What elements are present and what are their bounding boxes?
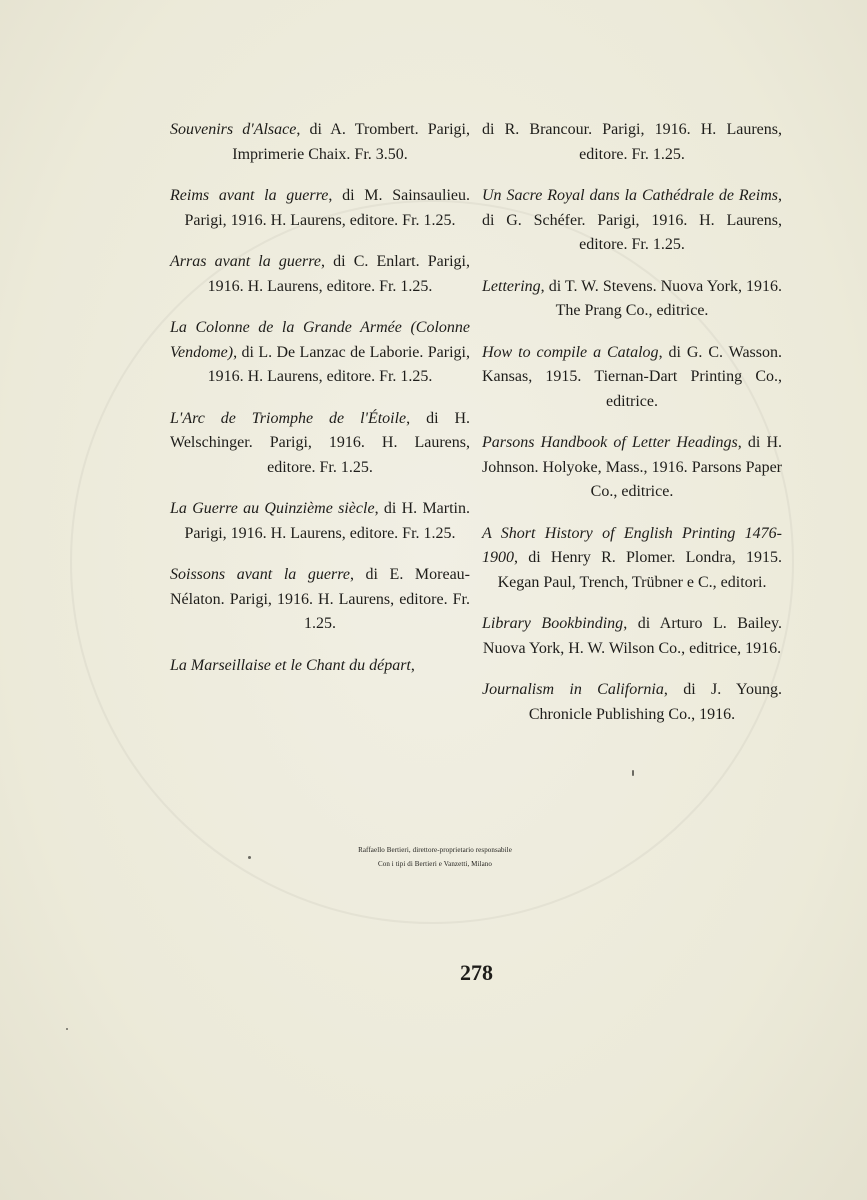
bibliography-entry xyxy=(482,184,782,258)
imprint-publisher-line: Raffaello Bertieri, direttore-proprietario responsabile xyxy=(358,846,512,854)
entry-title: Souvenirs d'Alsace xyxy=(170,121,297,138)
entry-details: , di M. Sainsaulieu. Parigi, 1916. H. Laurens, editore. Fr. 1.25. xyxy=(184,187,470,229)
entry-details: , di Henry R. Plomer. Londra, 1915. Kegan Paul, Trench, Trübner e C., editori. xyxy=(497,549,782,591)
entry-title: Soissons avant la guerre xyxy=(170,566,350,583)
bibliography-entry xyxy=(482,612,782,661)
entry-details: , di H. Martin. Parigi, 1916. H. Laurens, editore. Fr. 1.25. xyxy=(184,500,470,542)
entry-details: , di J. Young. Chronicle Publishing Co., 1916. xyxy=(528,681,783,723)
bibliography-entry xyxy=(170,497,470,546)
entry-details: , di E. Moreau-Nélaton. Parigi, 1916. H. Laurens, editore. Fr. 1.25. xyxy=(170,566,470,632)
entry-details: , di C. Enlart. Parigi, 1916. H. Laurens, editore. Fr. 1.25. xyxy=(207,253,470,295)
bibliography-entry xyxy=(482,522,782,596)
entry-title: Lettering xyxy=(482,277,541,295)
entry-details: , di Arturo L. Bailey. Nuova York, H. W. Wilson Co., editrice, 1916. xyxy=(482,615,782,657)
entry-details: , di G. Schéfer. Parigi, 1916. H. Laurens, editore. Fr. 1.25. xyxy=(482,187,782,253)
entry-title: La Marseillaise et le Chant du départ xyxy=(170,656,411,674)
bibliography-entry xyxy=(170,654,470,679)
entry-title: La Colonne de la Grande Armée (Colonne Vendome) xyxy=(170,319,470,361)
bibliography-entry xyxy=(170,563,470,637)
entry-title: Journalism in California xyxy=(482,681,664,698)
paper-speck xyxy=(248,856,251,859)
entry-details: , di H. Welschinger. Parigi, 1916. H. Laurens, editore. Fr. 1.25. xyxy=(170,409,471,476)
entry-details: , di G. C. Wasson. Kansas, 1915. Tiernan-Dart Printing Co., editrice. xyxy=(482,343,782,410)
entry-title: A Short History of English Printing 1476-1900 xyxy=(482,524,782,566)
entry-title: L'Arc de Triomphe de l'Étoile xyxy=(170,409,407,427)
bibliography-entry xyxy=(170,316,470,390)
page-number: 278 xyxy=(460,960,493,985)
entry-title: Un Sacre Royal dans la Cathédrale de Reims xyxy=(482,187,778,204)
entry-details: , xyxy=(410,656,415,674)
bibliography-entry xyxy=(170,118,470,167)
entry-title: Arras avant la guerre xyxy=(170,253,321,270)
entry-details: , di T. W. Stevens. Nuova York, 1916. The Prang Co., editrice. xyxy=(540,277,782,319)
entry-title: Library Bookbinding xyxy=(482,615,624,632)
entry-title: How to compile a Catalog xyxy=(482,343,659,361)
paper-speck xyxy=(632,770,634,776)
bibliography-entry xyxy=(482,678,782,727)
left-column xyxy=(170,118,470,695)
entry-details: , di L. De Lanzac de Laborie. Parigi, 1916. H. Laurens, editore. Fr. 1.25. xyxy=(207,343,470,385)
bibliography-entry xyxy=(482,341,782,415)
bibliography-entry xyxy=(170,184,470,233)
entry-details: di R. Brancour. Parigi, 1916. H. Laurens, editore. Fr. 1.25. xyxy=(482,121,782,163)
entry-title: Parsons Handbook of Letter Headings xyxy=(482,434,738,451)
bibliography-entry-continued xyxy=(482,118,782,167)
entry-details: , di H. Johnson. Holyoke, Mass., 1916. Parsons Paper Co., editrice. xyxy=(482,434,782,500)
bibliography-entry xyxy=(482,275,782,324)
entry-title: La Guerre au Quinzième siècle xyxy=(170,500,375,517)
paper-speck xyxy=(66,1028,68,1030)
imprint xyxy=(250,843,620,871)
entry-details: , di A. Trombert. Parigi, Imprimerie Chaix. Fr. 3.50. xyxy=(232,121,471,163)
bibliography-entry xyxy=(170,407,470,481)
bibliography-entry xyxy=(482,431,782,505)
bibliography-entry xyxy=(170,250,470,299)
imprint-printer-line: Con i tipi di Bertieri e Vanzetti, Milano xyxy=(377,860,492,868)
entry-title: Reims avant la guerre xyxy=(170,187,329,204)
right-column xyxy=(482,118,782,744)
